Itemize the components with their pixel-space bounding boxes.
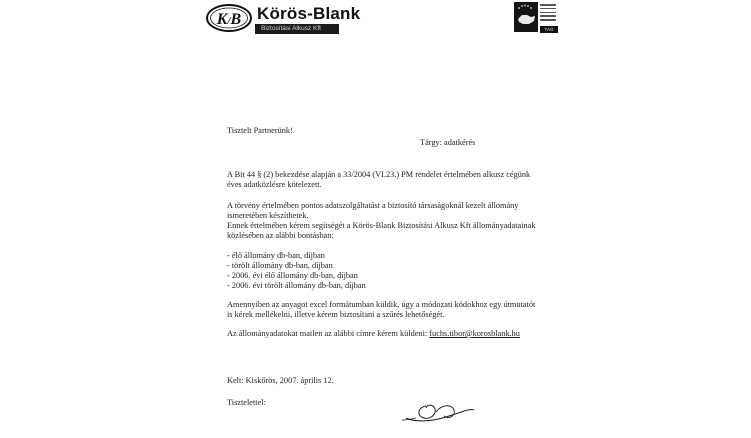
company-name: Körös-Blank <box>257 4 361 23</box>
closing: Tisztelettel: <box>227 398 266 407</box>
paragraph-2-line-2: ismeretében készíthetek. <box>227 211 309 220</box>
paragraph-2-line-4: közlésében az alábbi bontásban: <box>227 231 334 240</box>
email-link[interactable]: fuchs.tibor@korosblank.hu <box>429 329 520 338</box>
subject-line: Tárgy: adatkérés <box>420 138 476 147</box>
list-item: - 2006. évi törölt állomány db-ban, díjban <box>227 281 366 290</box>
salutation: Tisztelt Partnerünk! <box>227 126 293 135</box>
badge-text-lines <box>540 4 556 23</box>
paragraph-3-line-2: is kérek mellékelni, illetve kérem biztosítani a szűrés lehetőségét. <box>227 310 445 319</box>
company-subtitle: Biztosítási Alkusz Kft <box>255 24 339 34</box>
signature-icon <box>400 398 480 426</box>
membership-badge <box>514 2 558 34</box>
date-line: Kelt: Kiskőrös, 2007. április 12. <box>227 376 334 385</box>
kb-monogram-icon <box>205 3 253 33</box>
paragraph-3-line-1: Amennyiben az anyagot excel formátumban küldik, úgy a módozati kódokhoz egy útmutatót <box>227 300 536 309</box>
company-logo <box>205 3 361 35</box>
email-line-text: Az állományadatokat mailen az alábbi címre kérem küldeni: <box>227 329 428 338</box>
list-item: - élő állomány db-ban, díjban <box>227 251 325 260</box>
paragraph-1-line-2: éves adatközlésre kötelezett. <box>227 180 322 189</box>
list-item: - törölt állomány db-ban, díjban <box>227 261 333 270</box>
list-item: - 2006. évi élő állomány db-ban, díjban <box>227 271 358 280</box>
paragraph-2-line-3: Ennek értelmében kérem segítségét a Körös-Blank Biztosítási Alkusz Kft állományadatainak <box>227 221 536 230</box>
paragraph-1-line-1: A Bit 44 § (2) bekezdése alapján a 33/2004 (VI.23.) PM rendelet értelmében alkusz cégünk <box>227 170 531 179</box>
svg-text:K/B: K/B <box>216 11 242 28</box>
email-line <box>227 329 520 339</box>
map-emblem-icon <box>514 2 538 32</box>
paragraph-2-line-1: A törvény értelmében pontos adatszolgáltatást a biztosító társaságoknál kezelt állomány <box>227 201 519 210</box>
membership-tag: TAG <box>540 26 558 33</box>
